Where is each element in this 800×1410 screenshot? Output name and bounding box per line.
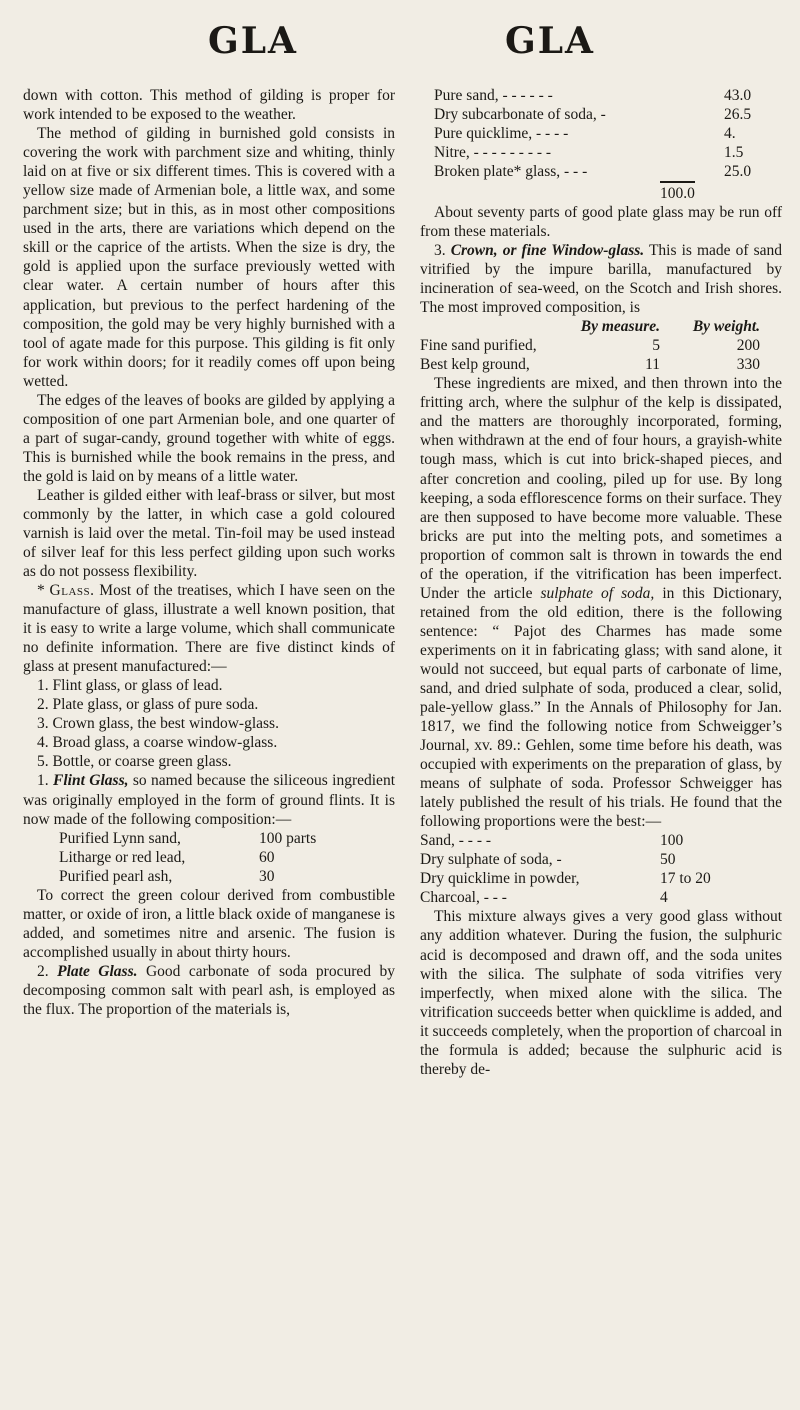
crown-table	[420, 317, 760, 374]
paragraph: The edges of the leaves of books are gilded by applying a composition of one part Armenian bole, and one quarter of a part of sugar-candy, ground together with white of eggs. This is burnished while the book remains in the press, and the gold is laid on by means of a little water.	[23, 391, 395, 485]
recipe-row: Litharge or red lead, 60	[59, 848, 275, 866]
recipe-row: Pure sand, - - - - - - 43.0	[434, 87, 752, 104]
recipe-total: 100.0	[420, 181, 782, 203]
list-item: 4. Broad glass, a coarse window-glass.	[37, 734, 278, 752]
paragraph: down with cotton. This method of gilding is proper for work intended to be exposed to the weather.	[23, 87, 395, 124]
recipe-row: Purified Lynn sand, 100 parts	[59, 829, 317, 847]
paragraph: This mixture always gives a very good glass without any addition whatever. During the fusion, the sulphuric acid is decomposed and drawn off, and the soda unites with the silica. The sulphate of soda vitrifies very imperfectly, when mixed alone with the silica. The vitrification succeeds better when quicklime is added, and it succeeds completely, when the proportion of charcoal in the formula is added; because the sulphuric acid is thereby de-	[420, 908, 782, 1078]
running-head	[0, 20, 800, 70]
plate-recipe	[420, 86, 782, 181]
crown-glass-paragraph: 3. Crown, or fine Window-glass. This is made of sand vitrified by the impure barilla, manufactured by incineration of sea-weed, on the Scotch and Irish shores. The most improved composition, is	[420, 242, 782, 317]
footnote-mark: *	[37, 582, 50, 600]
recipe-row: Dry sulphate of soda, - 50	[420, 851, 676, 869]
plate-glass-paragraph: 2. Plate Glass. Good carbonate of soda procured by decomposing common salt with pearl ash, is employed as the flux. The proportion of the materials is,	[23, 962, 395, 1018]
flint-glass-paragraph: 1. Flint Glass, so named because the siliceous ingredient was originally employed in the form of ground flints. It is now made of the following composition:—	[23, 772, 395, 828]
subheading-plate-glass: Plate Glass.	[57, 962, 138, 980]
recipe-row: Charcoal, - - - 4	[420, 889, 668, 907]
list-item: 2. Plate glass, or glass of pure soda.	[37, 696, 259, 714]
paragraph: About seventy parts of good plate glass may be run off from these materials.	[420, 204, 782, 241]
subheading-flint-glass: Flint Glass,	[53, 772, 129, 790]
glass-entry-paragraph: * Glass. Most of the treatises, which I have seen on the manufacture of glass, illustrate a well known position, that it is easy to write a large volume, which shall communicate no definite information. There are five distinct kinds of glass at present manufactured:—	[23, 582, 396, 676]
list-item: 5. Bottle, or coarse green glass.	[37, 753, 232, 771]
recipe-row: Sand, - - - - 100	[420, 832, 684, 850]
recipe-row: Dry subcarbonate of soda, - 26.5	[434, 106, 752, 123]
table-header: By measure. By weight.	[580, 318, 760, 336]
table-row: Best kelp ground, 11 330	[420, 356, 760, 374]
paragraph: Leather is gilded either with leaf-brass or silver, but most commonly by the latter, in which case a gold coloured varnish is laid over the metal. Tin-foil may be used instead of silver leaf for this less perfect gilding upon such works as do not possess flexibility.	[23, 486, 395, 581]
recipe-row: Purified pearl ash, 30	[59, 867, 275, 885]
recipe-row: Nitre, - - - - - - - - - 1.5	[434, 144, 744, 161]
running-head-left: GLA	[208, 20, 298, 62]
list-item: 3. Crown glass, the best window-glass.	[37, 715, 279, 733]
paragraph: The method of gilding in burnished gold consists in covering the work with parchment size and whiting, thinly laid on at five or six different times. This is covered with a yellow size made of Armenian bole, a little wax, and some parchment size; but in this, as in most other compositions used in the arts, there are variations which depend on the skill or the caprice of the artists. When the size is dry, the gold is applied upon the surface previously wetted with clear water. A certain number of hours after this application, but previous to the perfect hardening of the composition, the gold may be very highly burnished with a tool of agate made for this purpose. This gilding is fit only for work within doors; for it readily comes off upon being wetted.	[23, 125, 395, 390]
recipe-row: Pure quicklime, - - - - 4.	[434, 125, 736, 142]
schweigger-recipe	[420, 831, 782, 907]
glass-kinds-list	[23, 676, 395, 771]
paragraph: To correct the green colour derived from combustible matter, or oxide of iron, a little black oxide of manganese is added, and sometimes nitre and arsenic. The fusion is accomplished usually in about thirty hours.	[23, 886, 395, 961]
entry-heading-glass: Glass.	[49, 582, 95, 600]
right-column	[420, 86, 782, 1079]
list-item: 1. Flint glass, or glass of lead.	[37, 677, 223, 695]
flint-recipe	[23, 829, 395, 886]
paragraph: These ingredients are mixed, and then thrown into the fritting arch, where the sulphur of the kelp is dissipated, and the matters are thoroughly incorporated, forming, when withdrawn at the end of four hours, a grayish-white tough mass, which is cut into brick-shaped pieces, and after concretion and cooling, piled up for use. By long keeping, a soda efflorescence forms on their surface. They are then supposed to have become more valuable. These bricks are put into the melting pots, and sometimes a proportion of common salt is thrown in towards the end of the operation, if the vitrification has been imperfect. Under the article sulphate of soda, in this Dictionary, retained from the old edition, there is the following sentence: “ Pajot des Charmes has made some experiments on it in fabricating glass; with sand alone, it would not succeed, but equal parts of carbonate of lime, sand, and dried sulphate of soda, produced a clear, solid, pale-yellow glass.” In the Annals of Philosophy for Jan. 1817, we find the following notice from Schweigger’s Journal, xv. 89.: Gehlen, some time before his death, was occupied with experiments on the preparation of glass, by means of sulphate of soda. Professor Schweigger has lately published the result of his trials. He found that the following proportions were the best:—	[420, 375, 782, 831]
recipe-row: Dry quicklime in powder, 17 to 20	[420, 870, 711, 888]
table-row: Fine sand purified, 5 200	[420, 337, 760, 355]
left-column	[23, 86, 395, 1019]
subheading-crown-glass: Crown, or fine Window-glass.	[450, 242, 645, 260]
running-head-right: GLA	[505, 20, 595, 62]
recipe-row: Broken plate* glass, - - - 25.0	[434, 163, 752, 180]
